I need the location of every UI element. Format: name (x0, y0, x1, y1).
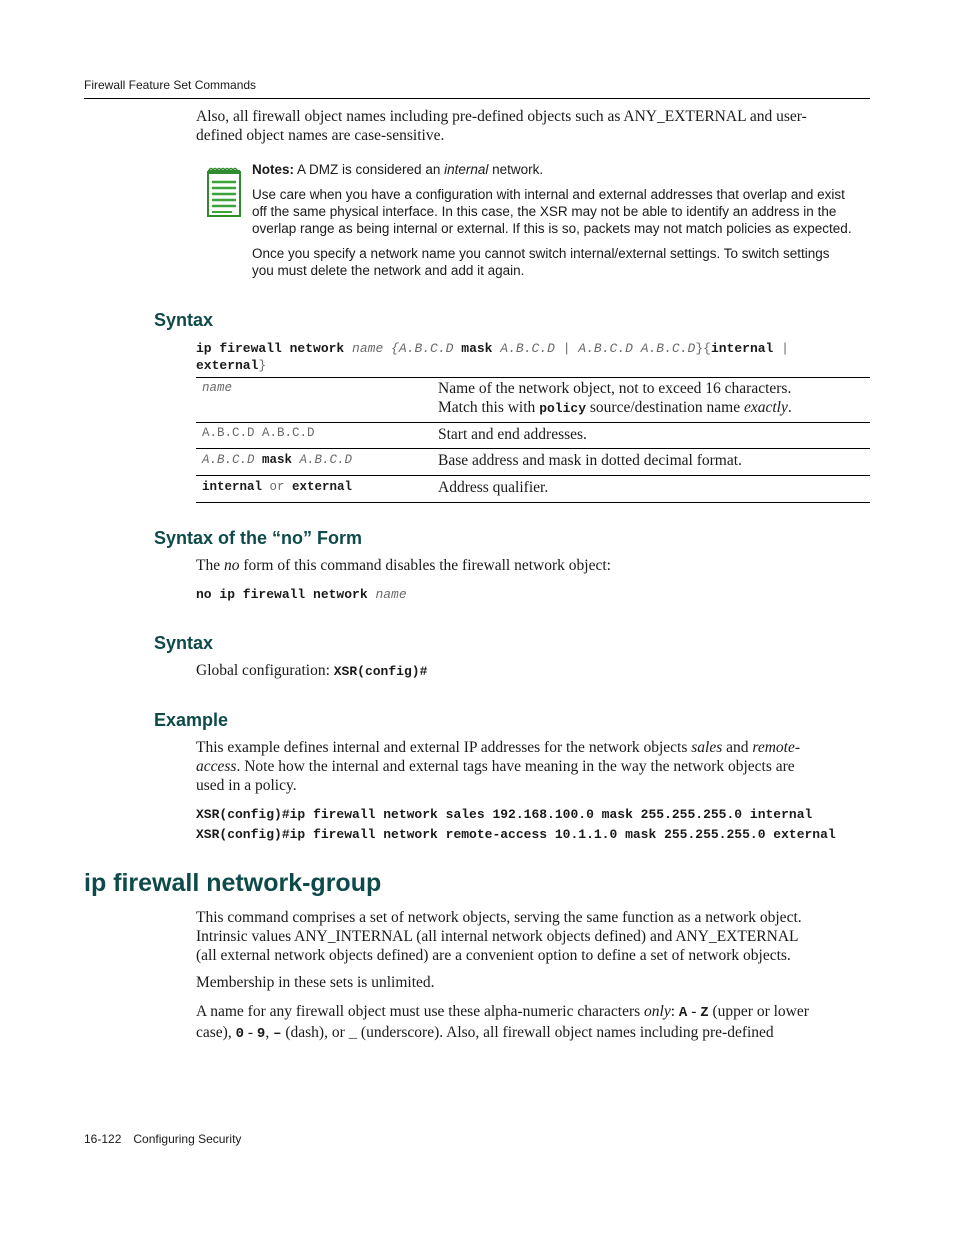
param-mask-desc: Base address and mask in dotted decimal format. (438, 452, 742, 469)
param-qualifier-desc: Address qualifier. (438, 479, 549, 496)
table-rule-2 (196, 448, 870, 449)
syntax-heading: Syntax (154, 310, 214, 330)
section-title: ip firewall network-group (84, 869, 382, 897)
no-form-text: The no form of this command disables the firewall network object: (196, 557, 611, 574)
example-command-2: XSR(config)#ip firewall network remote-access 10.1.1.0 mask 255.255.255.0 external (196, 827, 836, 842)
param-name-desc: Name of the network object, not to exceed 16 characters. Match this with policy source/destination name exactly. (438, 380, 792, 416)
syntax-command: ip firewall network name {A.B.C.D mask A.B.C.D | A.B.C.D A.B.C.D}{internal | external} (196, 341, 789, 373)
page-number: 16-122 (84, 1132, 122, 1146)
param-mask: A.B.C.D mask A.B.C.D (202, 453, 353, 467)
param-qualifier: internal or external (202, 480, 353, 494)
section-paragraph-1: This command comprises a set of network objects, serving the same function as a network object. Intrinsic values ANY_INTERNAL (all internal network objects defined) and ANY_EXTERNAL (all external network objects defined) are a convenient option to define a set of network objects. (196, 909, 802, 964)
book-title: Configuring Security (133, 1132, 242, 1146)
header-rule (84, 98, 870, 99)
example-heading: Example (154, 710, 229, 730)
param-range: A.B.C.D A.B.C.D (202, 426, 315, 440)
note-2: Use care when you have a configuration with internal and external addresses that overlap and exist off the same physical interface. In this case, the XSR may not be able to identify an address in the overlap range as being internal or external. If this is so, packets may not match policies as expected. (252, 187, 852, 236)
table-rule-bottom (196, 502, 870, 503)
section-paragraph-3: A name for any firewall object must use these alpha-numeric characters only: A - Z (upper or lower case), 0 - 9, – (dash), or _ (underscore). Also, all firewall object names including pre-defined (196, 1003, 809, 1042)
table-rule-top (196, 377, 870, 378)
example-paragraph: This example defines internal and external IP addresses for the network objects sales and remote- access. Note how the internal and external tags have meaning in the way the network objects are used in a policy. (196, 739, 801, 794)
param-range-desc: Start and end addresses. (438, 426, 587, 443)
note-1: Notes: A DMZ is considered an internal network. (252, 162, 544, 177)
notes-block (252, 161, 874, 279)
mode-heading: Syntax (154, 633, 214, 653)
note-3: Once you specify a network name you cannot switch internal/external settings. To switch settings you must delete the network and add it again. (252, 246, 830, 278)
running-header: Firewall Feature Set Commands (84, 78, 257, 92)
intro-paragraph: Also, all firewall object names including pre-defined objects such as ANY_EXTERNAL and user- defined object names are case-sensitive. (196, 108, 807, 144)
page-footer (84, 1132, 241, 1146)
notepad-icon (206, 166, 242, 218)
table-rule-3 (196, 475, 870, 476)
example-command-1: XSR(config)#ip firewall network sales 192.168.100.0 mask 255.255.255.0 internal (196, 807, 813, 822)
param-name: name (202, 381, 233, 395)
no-form-command: no ip firewall network name (196, 587, 407, 602)
no-form-heading: Syntax of the “no” Form (154, 528, 363, 548)
section-paragraph-2: Membership in these sets is unlimited. (196, 974, 435, 991)
mode-text: Global configuration: XSR(config)# (196, 662, 428, 679)
table-rule-1 (196, 422, 870, 423)
